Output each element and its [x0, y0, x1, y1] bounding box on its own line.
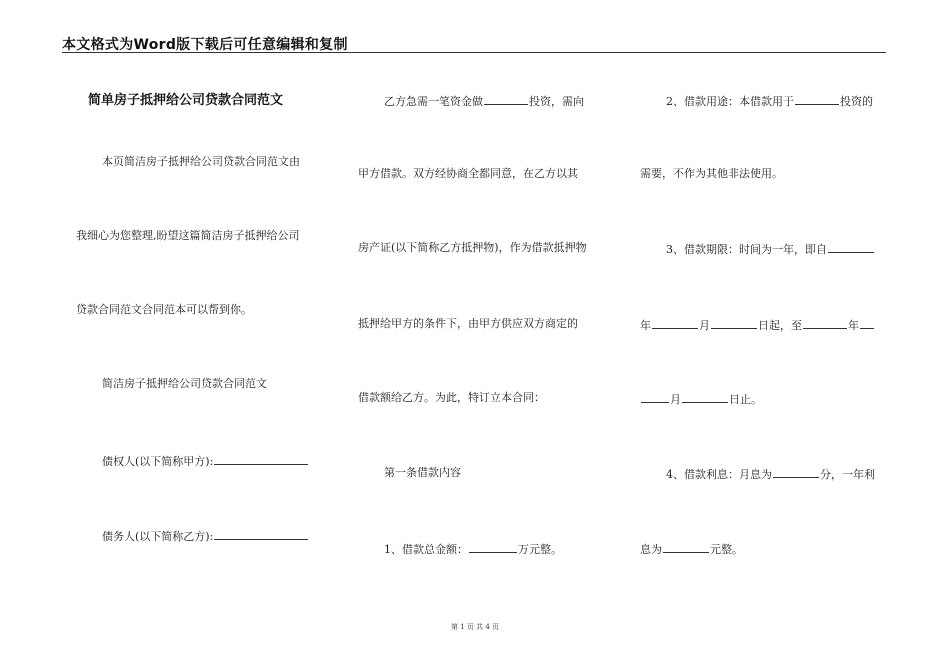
- col2-line-5: 借款额给乙方。为此，特订立本合同：: [358, 391, 545, 404]
- col2-line-3: 房产证(以下简称乙方抵押物)，作为借款抵押物: [358, 241, 587, 254]
- creditor-line: [102, 453, 309, 469]
- debtor-label: 债务人(以下简称乙方):: [102, 530, 214, 543]
- interest-amount-label: 息为: [640, 543, 662, 556]
- column-1: [76, 0, 326, 640]
- intro-line-3: 贷款合同范文合同范本可以帮到你。: [76, 303, 252, 316]
- col3-line-2: 需要，不作为其他非法使用。: [640, 167, 783, 180]
- col2-line-1-text-b: 投资，需向: [529, 95, 584, 108]
- debtor-blank: [214, 528, 308, 540]
- end-month-blank-start: [860, 317, 874, 329]
- end-date-suffix: 日止。: [729, 393, 762, 406]
- col3-line-5: [640, 391, 762, 407]
- monthly-rate-blank: [773, 466, 819, 478]
- debtor-line: [102, 528, 309, 544]
- term-label: 3、借款期限：时间为一年，即自: [666, 243, 827, 256]
- creditor-blank: [214, 453, 308, 465]
- purpose-blank: [795, 93, 839, 105]
- loan-amount-blank: [469, 541, 517, 553]
- interest-amount-blank: [663, 541, 709, 553]
- col2-line-4: 抵押给甲方的条件下，由甲方供应双方商定的: [358, 317, 578, 330]
- article-1-heading: 第一条借款内容: [384, 466, 461, 479]
- investment-blank: [484, 93, 528, 105]
- col2-line-1: [384, 93, 584, 109]
- purpose-label: 2、借款用途：本借款用于: [666, 95, 794, 108]
- end-year-blank: [803, 317, 847, 329]
- start-day-blank: [711, 317, 757, 329]
- document-title: 简单房子抵押给公司贷款合同范文: [88, 93, 284, 108]
- subtitle-line: 简洁房子抵押给公司贷款合同范文: [102, 377, 267, 390]
- end-day-blank: [682, 391, 728, 403]
- page-number: 第 1 页 共 4 页: [450, 623, 500, 631]
- col3-line-1: [666, 93, 873, 109]
- interest-label: 4、借款利息：月息为: [666, 468, 772, 481]
- col2-line-1-text-a: 乙方急需一笔资金做: [384, 95, 483, 108]
- loan-amount-unit: 万元整。: [518, 543, 562, 556]
- interest-amount-unit: 元整。: [710, 543, 743, 556]
- column-3: [640, 0, 890, 640]
- column-2: [358, 0, 608, 640]
- start-year-blank: [828, 241, 874, 253]
- end-month-blank: [641, 391, 669, 403]
- col3-line-7: [640, 541, 743, 557]
- col2-line-2: 甲方借款。双方经协商全都同意，在乙方以其: [358, 167, 578, 180]
- month-char-2: 月: [670, 393, 681, 406]
- header-text: 本文格式为Word版下载后可任意编辑和复制: [62, 37, 348, 53]
- col2-line-7: [384, 541, 562, 557]
- intro-line-2: 我细心为您整理,盼望这篇简洁房子抵押给公司: [76, 229, 300, 242]
- col3-line-6: [666, 466, 875, 482]
- until-text: 日起，至: [758, 319, 802, 332]
- year-char-2: 年: [848, 319, 859, 332]
- col3-line-4: [640, 317, 875, 333]
- col3-line-3: [666, 241, 875, 257]
- loan-amount-label: 1、借款总金额：: [384, 543, 468, 556]
- creditor-label: 债权人(以下简称甲方):: [102, 455, 214, 468]
- start-month-blank: [652, 317, 698, 329]
- interest-suffix: 分，一年利: [820, 468, 875, 481]
- intro-line-1: 本页简洁房子抵押给公司贷款合同范文由: [102, 155, 300, 168]
- purpose-suffix: 投资的: [840, 95, 873, 108]
- year-char-1: 年: [640, 319, 651, 332]
- month-char-1: 月: [699, 319, 710, 332]
